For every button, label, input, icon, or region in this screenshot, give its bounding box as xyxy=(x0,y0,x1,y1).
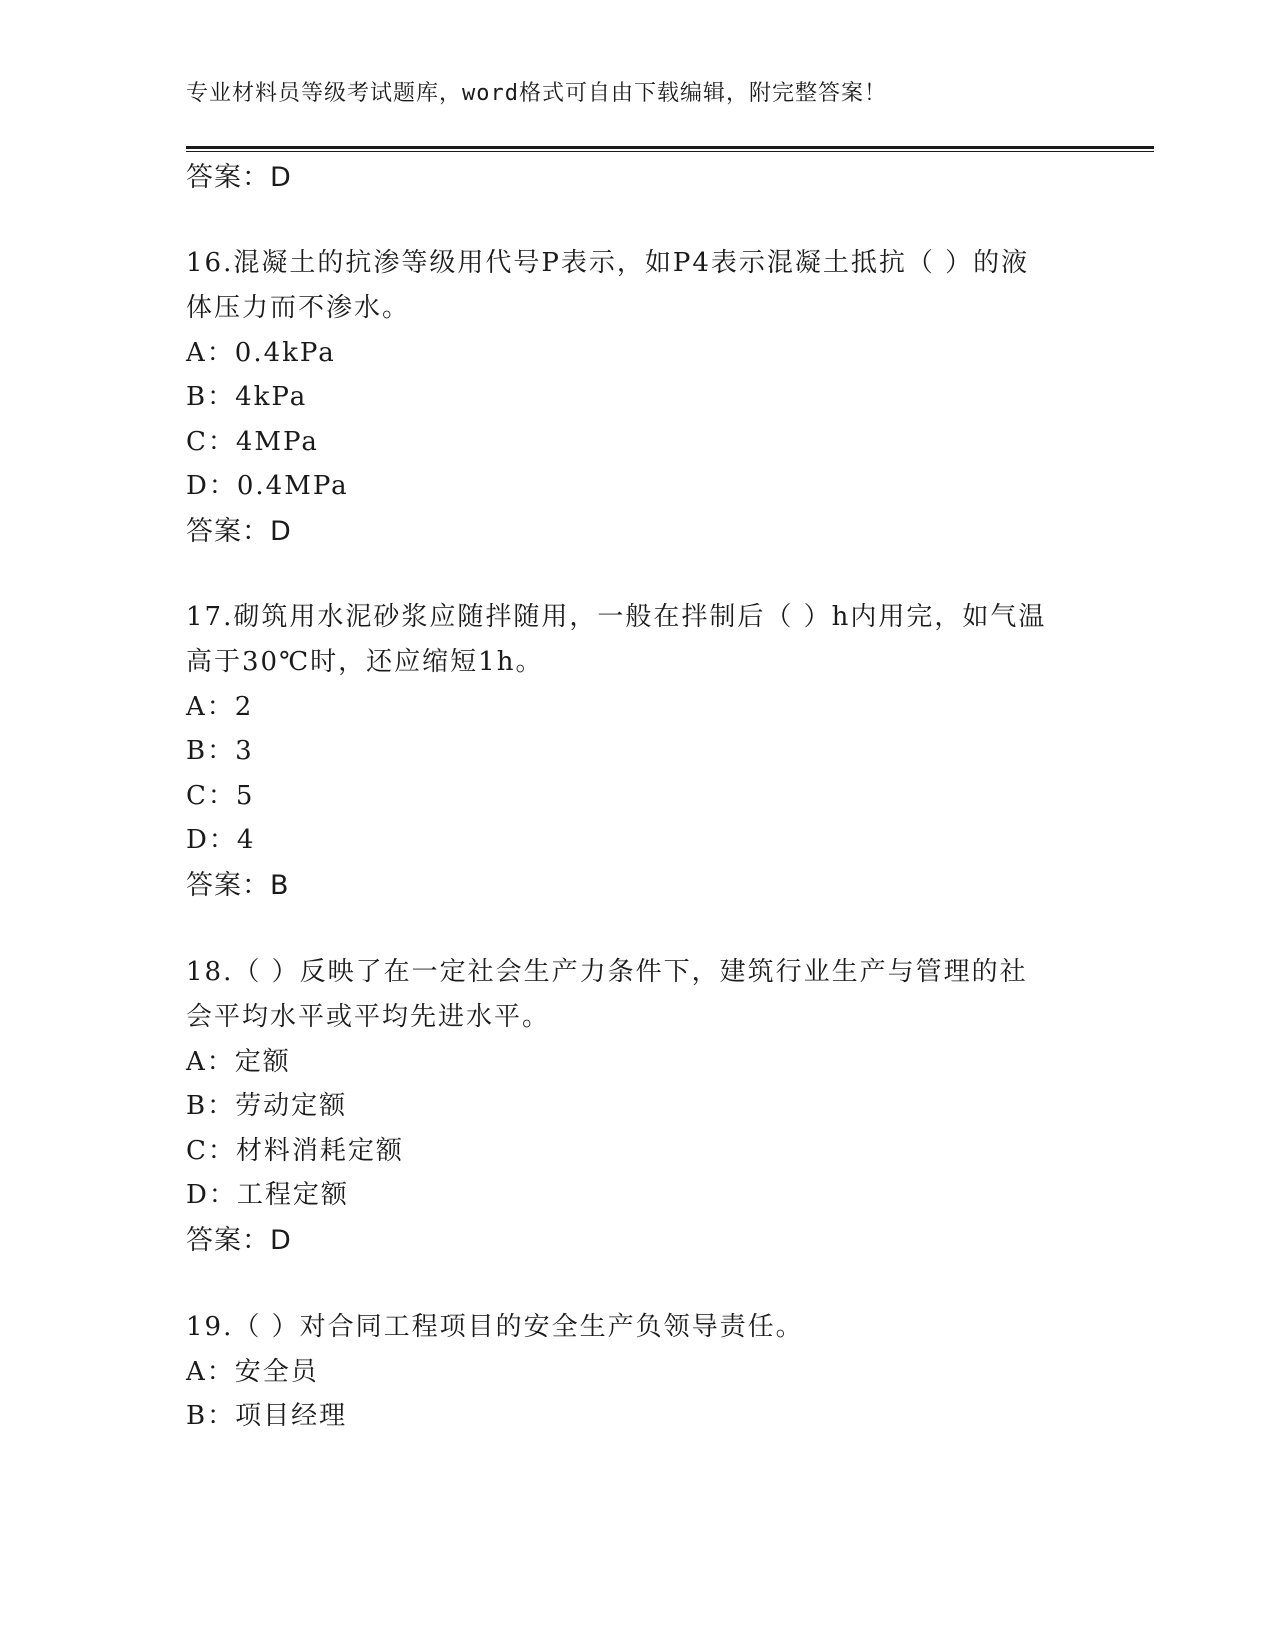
question-17-option-d: D：4 xyxy=(186,825,256,855)
question-17-stem-line1: 17.砌筑用水泥砂浆应随拌随用，一般在拌制后（ ）h内用完，如气温 xyxy=(186,602,1047,632)
question-16-option-b: B：4kPa xyxy=(186,382,308,412)
question-19-stem-line1: 19.（ ）对合同工程项目的安全生产负领导责任。 xyxy=(186,1312,804,1342)
question-18-option-c: C：材料消耗定额 xyxy=(186,1136,404,1166)
header-rule-thick xyxy=(186,146,1154,149)
question-19-option-a: A：安全员 xyxy=(186,1357,319,1387)
question-17-option-c: C：5 xyxy=(186,781,255,811)
question-18-option-b: B：劳动定额 xyxy=(186,1091,348,1121)
header-rule-thin xyxy=(186,151,1154,152)
question-18-stem-line2: 会平均水平或平均先进水平。 xyxy=(186,1002,551,1032)
question-18-answer: 答案：D xyxy=(186,1225,292,1256)
page-header: 专业材料员等级考试题库，word格式可自由下载编辑，附完整答案！ xyxy=(186,81,887,106)
question-19-option-b: B：项目经理 xyxy=(186,1401,348,1431)
question-18-option-d: D：工程定额 xyxy=(186,1180,349,1210)
question-16-answer: 答案：D xyxy=(186,516,292,547)
question-16-stem-line1: 16.混凝土的抗渗等级用代号P表示，如P4表示混凝土抵抗（ ）的液 xyxy=(186,248,1030,278)
question-18-option-a: A：定额 xyxy=(186,1047,291,1077)
question-17-option-a: A：2 xyxy=(186,692,254,722)
previous-answer: 答案：D xyxy=(186,162,292,193)
question-17-option-b: B：3 xyxy=(186,736,254,766)
question-16-option-a: A：0.4kPa xyxy=(186,338,336,368)
question-16-option-d: D：0.4MPa xyxy=(186,471,349,501)
question-18-stem-line1: 18.（ ）反映了在一定社会生产力条件下，建筑行业生产与管理的社 xyxy=(186,957,1028,987)
question-17-answer: 答案：B xyxy=(186,870,290,901)
question-16-option-c: C：4MPa xyxy=(186,427,319,457)
question-17-stem-line2: 高于30℃时，还应缩短1h。 xyxy=(186,647,544,677)
question-16-stem-line2: 体压力而不渗水。 xyxy=(186,293,411,323)
